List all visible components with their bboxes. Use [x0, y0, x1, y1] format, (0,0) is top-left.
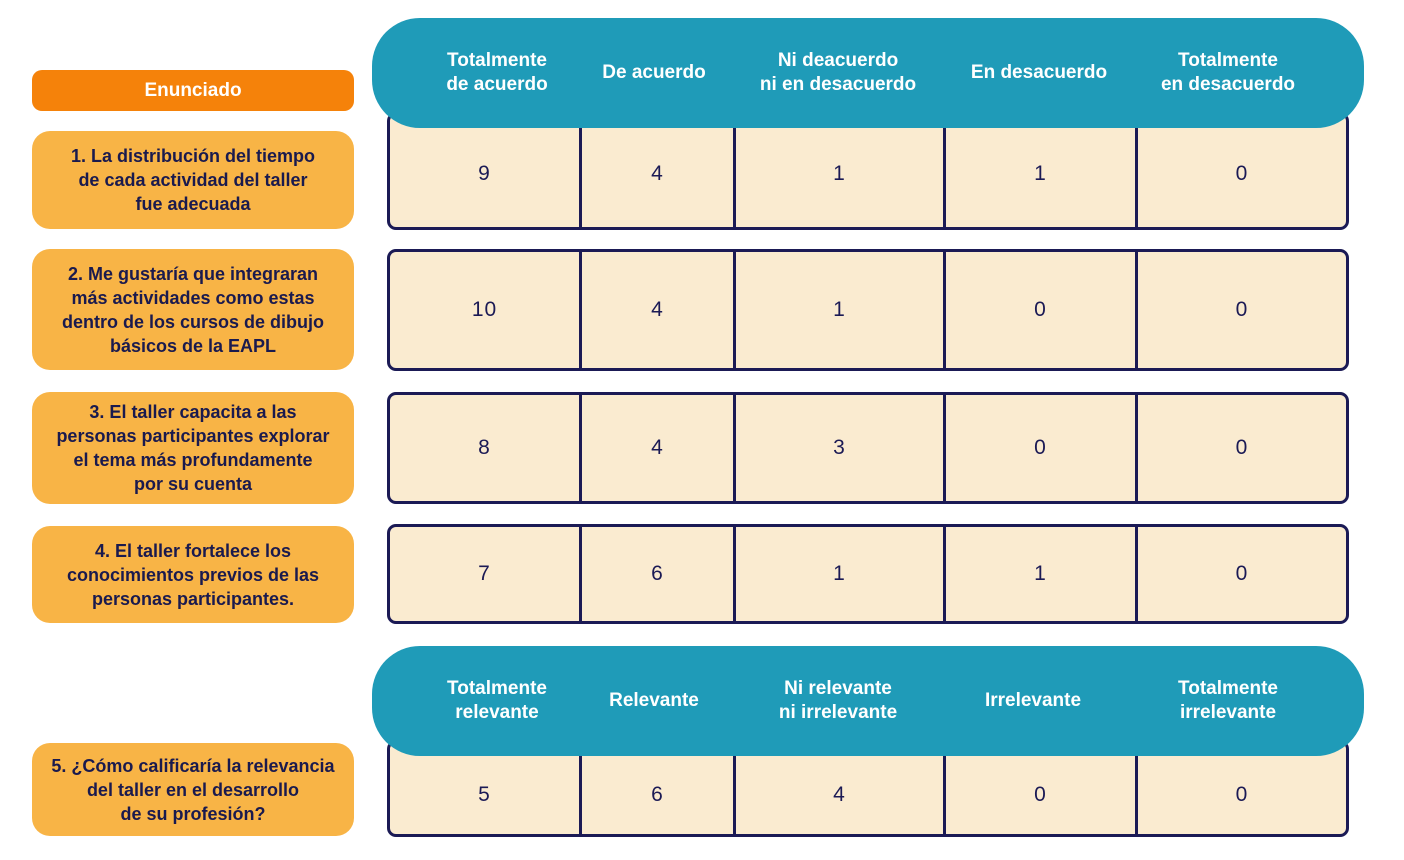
- header-relevant: Relevante: [609, 690, 699, 711]
- header-irrelevant: Irrelevante: [984, 690, 1082, 711]
- header-totally-relevant: Totalmente relevante: [447, 678, 547, 723]
- agreement-header: [372, 18, 1364, 128]
- header-disagree: En desacuerdo: [970, 62, 1108, 83]
- cell-value: 1: [833, 298, 846, 321]
- cell-value: 1: [833, 161, 846, 185]
- cell-value: 0: [1235, 436, 1249, 459]
- cell-value: 7: [478, 562, 491, 585]
- cell-value: 8: [478, 436, 491, 459]
- header-neither-relevant: Ni relevante ni irrelevante: [778, 678, 898, 723]
- cell-value: 4: [651, 298, 664, 321]
- cell-value: 9: [478, 161, 491, 185]
- cell-value: 4: [651, 436, 664, 459]
- cell-value: 0: [1235, 782, 1249, 806]
- statement-1-label: 1. La distribución del tiempo de cada actividad del taller fue adecuada: [32, 131, 354, 229]
- cell-value: 4: [651, 161, 664, 185]
- table-row: [387, 249, 1349, 371]
- cell-value: 0: [1034, 298, 1047, 321]
- cell-value: 6: [651, 782, 664, 806]
- cell-value: 0: [1034, 782, 1047, 806]
- cell-value: 0: [1235, 562, 1249, 585]
- header-neutral: Ni deacuerdo ni en desacuerdo: [759, 50, 917, 95]
- statement-5-label: 5. ¿Cómo calificaría la relevancia del taller en el desarrollo de su profesión?: [32, 743, 354, 836]
- table-row: [387, 392, 1349, 504]
- cell-value: 5: [478, 782, 491, 806]
- cell-value: 0: [1235, 161, 1249, 185]
- header-totally-agree: Totalmente de acuerdo: [446, 50, 548, 95]
- cell-value: 4: [833, 782, 846, 806]
- statement-3-label: 3. El taller capacita a las personas participantes explorar el tema más profundamente por su cuenta: [32, 392, 354, 504]
- header-totally-irrelevant: Totalmente irrelevante: [1178, 678, 1278, 723]
- relevance-header: [372, 646, 1364, 756]
- cell-value: 6: [651, 562, 664, 585]
- cell-value: 1: [1034, 562, 1047, 585]
- cell-value: 0: [1235, 298, 1249, 321]
- cell-value: 1: [1034, 161, 1047, 185]
- cell-value: 3: [833, 436, 846, 459]
- statement-2-label: 2. Me gustaría que integraran más actividades como estas dentro de los cursos de dibujo básicos de la EAPL: [32, 249, 354, 370]
- cell-value: 10: [471, 298, 498, 321]
- header-totally-disagree: Totalmente en desacuerdo: [1160, 50, 1296, 95]
- statement-column-header: Enunciado: [32, 70, 354, 111]
- table-row: [387, 112, 1349, 230]
- cell-value: 0: [1034, 436, 1047, 459]
- table-row: [387, 524, 1349, 624]
- header-agree: De acuerdo: [602, 62, 706, 83]
- statement-4-label: 4. El taller fortalece los conocimientos previos de las personas participantes.: [32, 526, 354, 623]
- cell-value: 1: [833, 562, 846, 585]
